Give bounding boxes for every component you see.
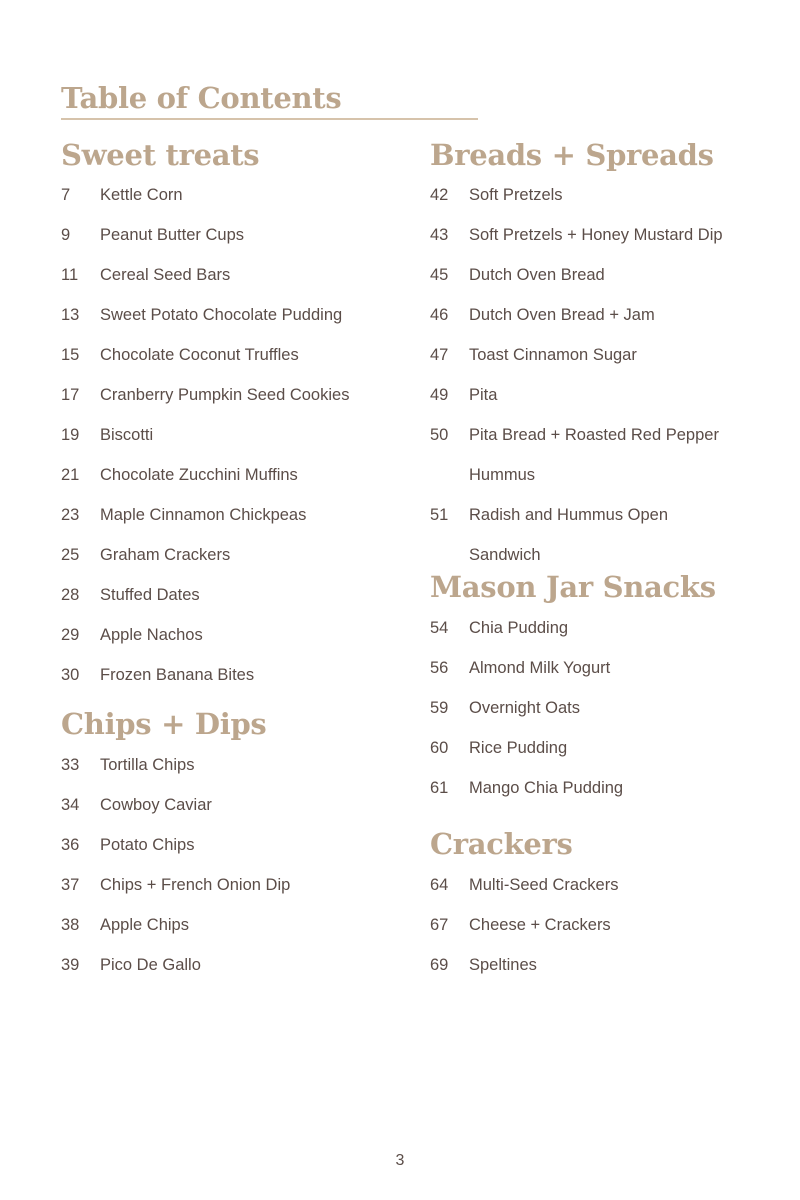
entry-title: Frozen Banana Bites — [100, 666, 255, 684]
section-heading: Chips + Dips — [61, 707, 267, 741]
entry-page-number: 45 — [430, 266, 449, 284]
entry-title-continued: Sandwich — [469, 546, 541, 564]
entry-page-number: 36 — [61, 836, 80, 854]
entry-title: Rice Pudding — [469, 739, 568, 757]
entry-page-number: 50 — [430, 426, 449, 444]
entry-title: Cereal Seed Bars — [100, 266, 231, 284]
entry-page-number: 29 — [61, 626, 80, 644]
entry-page-number: 13 — [61, 306, 80, 324]
entry-page-number: 67 — [430, 916, 449, 934]
entry-page-number: 42 — [430, 186, 449, 204]
entry-page-number: 54 — [430, 619, 449, 637]
entry-title: Biscotti — [100, 426, 154, 444]
entry-title: Chia Pudding — [469, 619, 569, 637]
entry-title: Cowboy Caviar — [100, 796, 212, 814]
section-heading: Sweet treats — [61, 138, 260, 172]
entry-title: Tortilla Chips — [100, 756, 195, 774]
entry-page-number: 34 — [61, 796, 80, 814]
entry-page-number: 46 — [430, 306, 449, 324]
entry-title: Pita — [469, 386, 498, 404]
entry-title: Chocolate Zucchini Muffins — [100, 466, 298, 484]
entry-page-number: 15 — [61, 346, 80, 364]
entry-page-number: 43 — [430, 226, 449, 244]
entry-page-number: 19 — [61, 426, 80, 444]
entry-page-number: 60 — [430, 739, 449, 757]
section-heading: Mason Jar Snacks — [430, 570, 716, 604]
entry-page-number: 21 — [61, 466, 80, 484]
entry-page-number: 9 — [61, 226, 71, 244]
entry-title: Cranberry Pumpkin Seed Cookies — [100, 386, 350, 404]
page-title: Table of Contents — [61, 80, 478, 120]
section-heading: Breads + Spreads — [430, 138, 714, 172]
entry-title: Mango Chia Pudding — [469, 779, 624, 797]
entry-title: Potato Chips — [100, 836, 195, 854]
entry-title: Speltines — [469, 956, 537, 974]
entry-title: Almond Milk Yogurt — [469, 659, 611, 677]
entry-page-number: 23 — [61, 506, 80, 524]
entry-page-number: 47 — [430, 346, 449, 364]
entry-title: Kettle Corn — [100, 186, 183, 204]
entry-page-number: 37 — [61, 876, 80, 894]
entry-page-number: 33 — [61, 756, 80, 774]
entry-page-number: 69 — [430, 956, 449, 974]
entry-title: Radish and Hummus Open — [469, 506, 669, 524]
entry-page-number: 25 — [61, 546, 80, 564]
entry-title: Pico De Gallo — [100, 956, 201, 974]
entry-title: Apple Nachos — [100, 626, 203, 644]
entry-page-number: 56 — [430, 659, 449, 677]
entry-title: Soft Pretzels — [469, 186, 563, 204]
entry-title: Overnight Oats — [469, 699, 580, 717]
entry-page-number: 30 — [61, 666, 80, 684]
entry-title: Multi-Seed Crackers — [469, 876, 619, 894]
entry-title: Maple Cinnamon Chickpeas — [100, 506, 307, 524]
entry-title: Stuffed Dates — [100, 586, 200, 604]
entry-title: Cheese + Crackers — [469, 916, 611, 934]
entry-page-number: 38 — [61, 916, 80, 934]
entry-title: Dutch Oven Bread — [469, 266, 605, 284]
entry-title-continued: Hummus — [469, 466, 536, 484]
entry-title: Dutch Oven Bread + Jam — [469, 306, 655, 324]
entry-page-number: 11 — [61, 266, 79, 284]
entry-page-number: 51 — [430, 506, 449, 524]
section-heading: Crackers — [430, 827, 573, 861]
entry-title: Pita Bread + Roasted Red Pepper — [469, 426, 719, 444]
entry-page-number: 39 — [61, 956, 80, 974]
entry-page-number: 28 — [61, 586, 80, 604]
entry-page-number: 7 — [61, 186, 71, 204]
entry-title: Toast Cinnamon Sugar — [469, 346, 637, 364]
entry-page-number: 49 — [430, 386, 449, 404]
entry-title: Soft Pretzels + Honey Mustard Dip — [469, 226, 723, 244]
entry-title: Sweet Potato Chocolate Pudding — [100, 306, 343, 324]
entry-title: Graham Crackers — [100, 546, 231, 564]
entry-title: Chocolate Coconut Truffles — [100, 346, 299, 364]
entry-title: Chips + French Onion Dip — [100, 876, 291, 894]
entry-title: Apple Chips — [100, 916, 189, 934]
entry-title: Peanut Butter Cups — [100, 226, 245, 244]
entry-page-number: 64 — [430, 876, 449, 894]
entry-page-number: 17 — [61, 386, 80, 404]
page-number: 3 — [395, 1152, 405, 1169]
entry-page-number: 61 — [430, 779, 449, 797]
entry-page-number: 59 — [430, 699, 449, 717]
